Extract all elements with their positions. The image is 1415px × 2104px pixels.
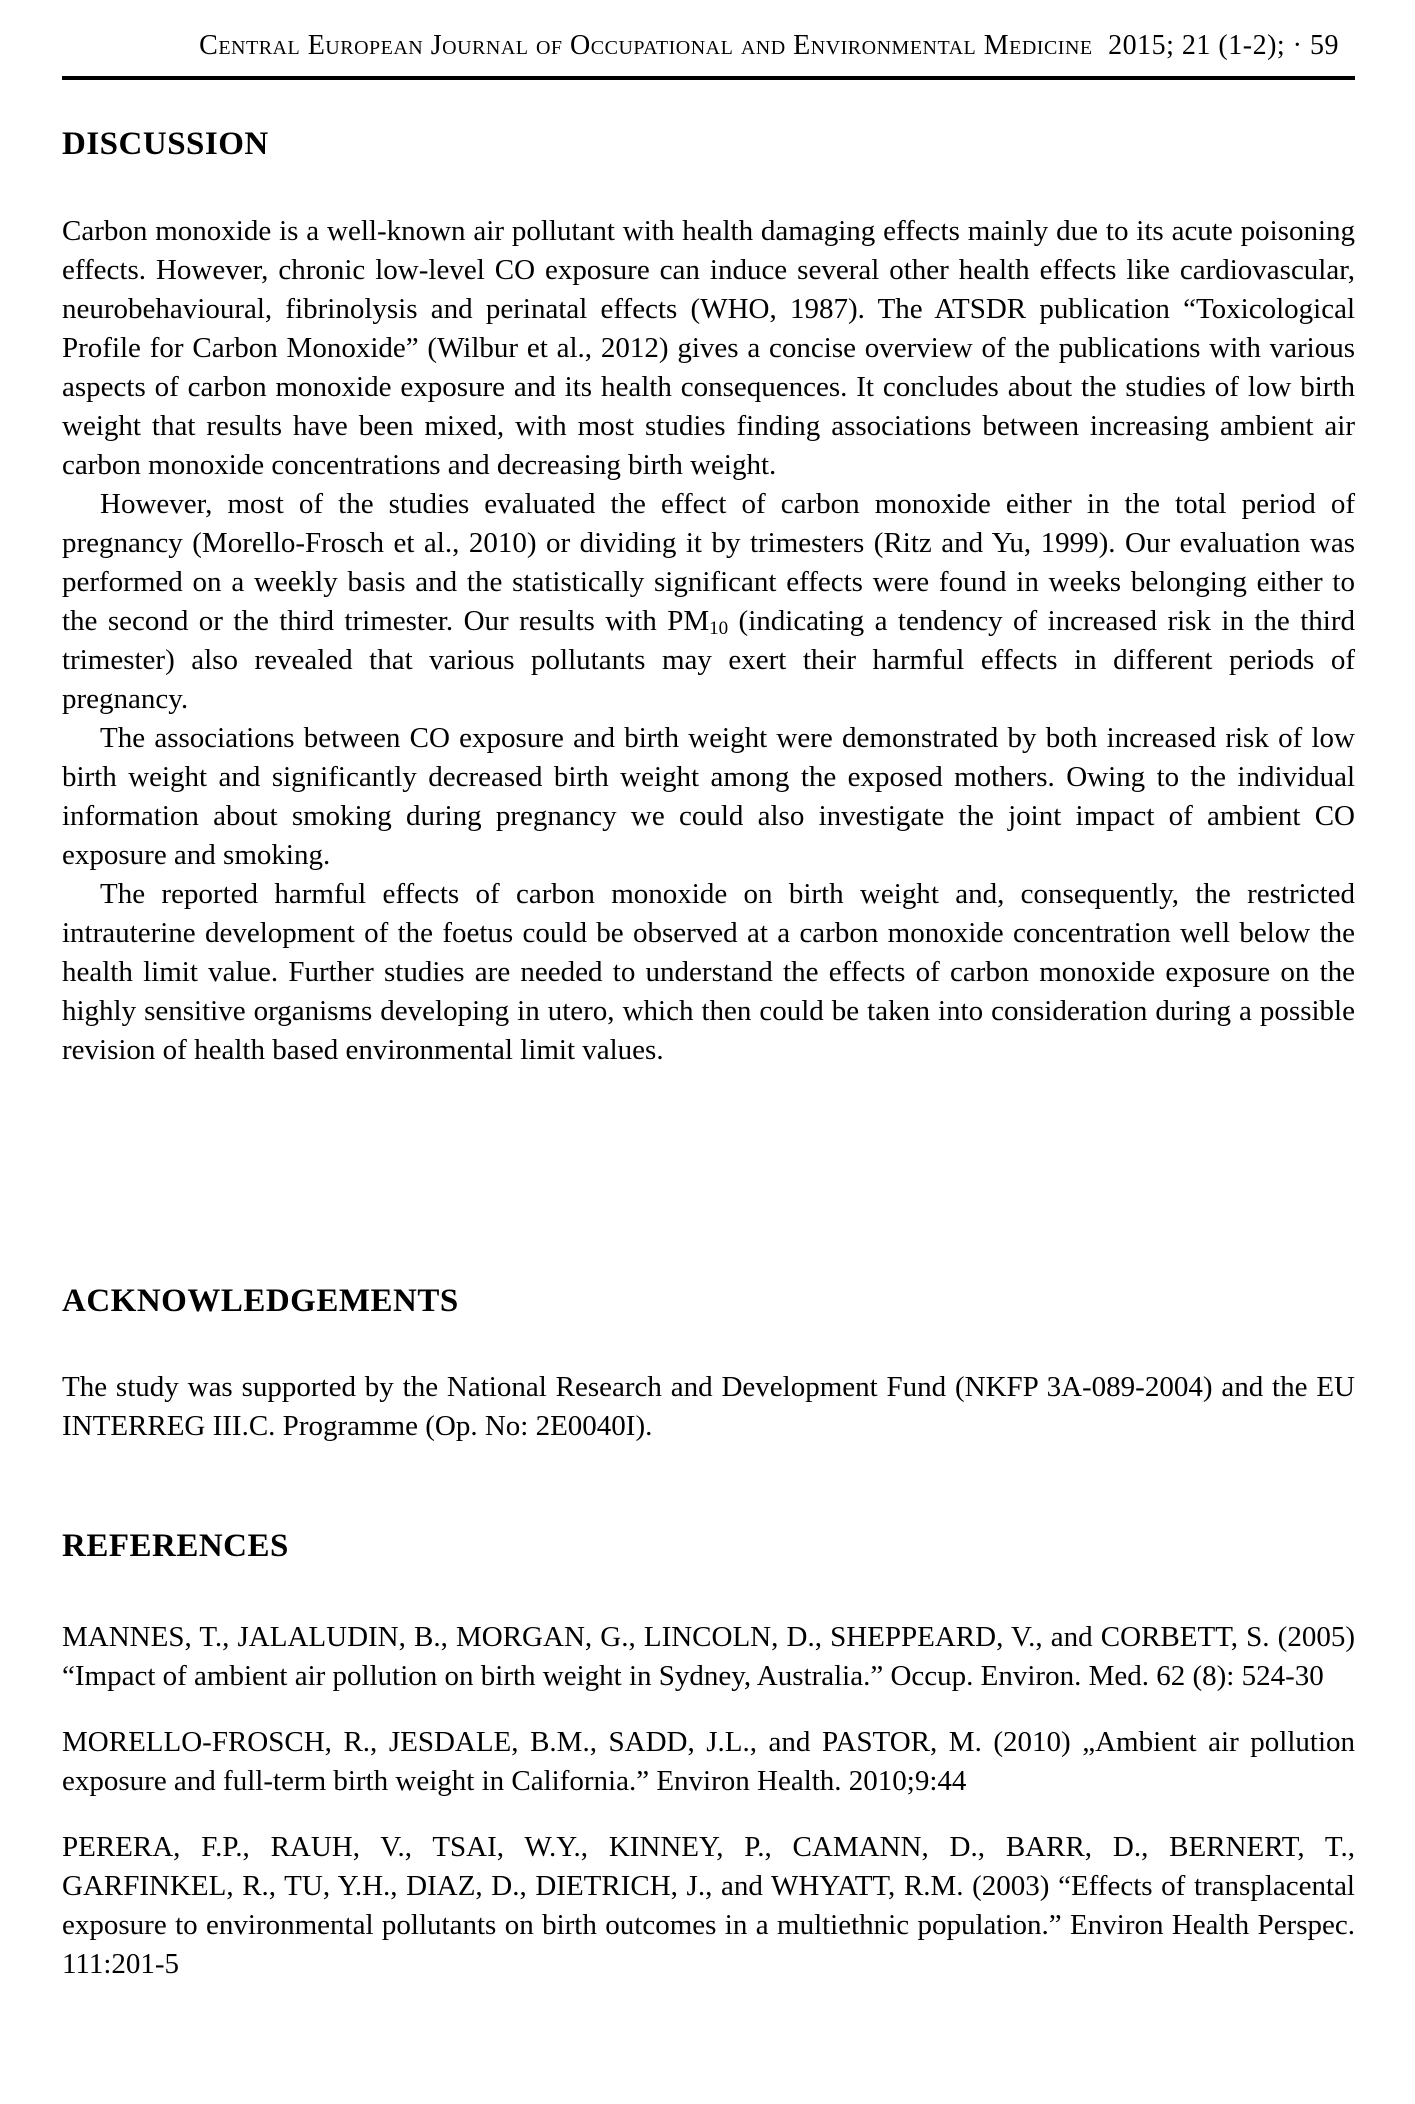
pm10-subscript: 10 [709, 618, 729, 640]
paragraph-2-text-before-subscript: However, most of the studies evaluated the effect of carbon monoxide either in the total period of pregnancy (Morello-Frosch et al., 2010) or dividing it by trimesters (Ritz and Yu, 1999). Our evaluation was performed on a weekly basis and the statistically significant effects were found in weeks belonging either to the second or the third trimester. Our results with PM [62, 488, 1355, 637]
acknowledgements-heading: ACKNOWLEDGEMENTS [62, 1283, 459, 1319]
reference-item: MORELLO-FROSCH, R., JESDALE, B.M., SADD, J.L., and PASTOR, M. (2010) „Ambient air pollution exposure and full-term birth weight in California.” Environ Health. 2010;9:44 [62, 1726, 1355, 1797]
acknowledgements-paragraph: The study was supported by the National Research and Development Fund (NKFP 3A-089-2004) and the EU INTERREG III.C. Programme (Op. No: 2E0040I). [62, 1371, 1355, 1442]
discussion-paragraph-3: The associations between CO exposure and birth weight were demonstrated by both increased risk of low birth weight and significantly decreased birth weight among the exposed mothers. Owing to the individual information about smoking during pregnancy we could also investigate the joint impact of ambient CO exposure and smoking. [62, 722, 1355, 871]
discussion-heading: DISCUSSION [62, 126, 269, 162]
page-header [62, 30, 1355, 62]
paragraph-2-text-after-subscript: (indicating a tendency of increased risk in the third trimester) also revealed that various pollutants may exert their harmful effects in different periods of pregnancy. [62, 605, 1355, 715]
discussion-paragraph-2 [62, 485, 1355, 719]
reference-item: PERERA, F.P., RAUH, V., TSAI, W.Y., KINNEY, P., CAMANN, D., BARR, D., BERNERT, T., GARFINKEL, R., TU, Y.H., DIAZ, D., DIETRICH, J., and WHYATT, R.M. (2003) “Effects of transplacental exposure to environmental pollutants on birth outcomes in a multiethnic population.” Environ Health Perspec. 111:201-5 [62, 1831, 1355, 1980]
discussion-body [62, 212, 1355, 1070]
discussion-paragraph-1: Carbon monoxide is a well-known air pollutant with health damaging effects mainly due to its acute poisoning effects. However, chronic low-level CO exposure can induce several other health effects like cardiovascular, neurobehavioural, fibrinolysis and perinatal effects (WHO, 1987). The ATSDR publication “Toxicological Profile for Carbon Monoxide” (Wilbur et al., 2012) gives a concise overview of the publications with various aspects of carbon monoxide exposure and its health consequences. It concludes about the studies of low birth weight that results have been mixed, with most studies finding associations between increasing ambient air carbon monoxide concentrations and decreasing birth weight. [62, 215, 1355, 481]
references-list [62, 1618, 1355, 2011]
journal-title: Central European Journal of Occupational and Environmental Medicine [199, 30, 1093, 61]
issue-page-info: 2015; 21 (1-2); · 59 [1108, 30, 1339, 61]
acknowledgements-body [62, 1368, 1355, 1446]
references-heading: REFERENCES [62, 1528, 289, 1564]
discussion-paragraph-4: The reported harmful effects of carbon monoxide on birth weight and, consequently, the restricted intrauterine development of the foetus could be observed at a carbon monoxide concentration well below the health limit value. Further studies are needed to understand the effects of carbon monoxide exposure on the highly sensitive organisms developing in utero, which then could be taken into consideration during a possible revision of health based environmental limit values. [62, 878, 1355, 1066]
reference-item: MANNES, T., JALALUDIN, B., MORGAN, G., LINCOLN, D., SHEPPEARD, V., and CORBETT, S. (2005) “Impact of ambient air pollution on birth weight in Sydney, Australia.” Occup. Environ. Med. 62 (8): 524-30 [62, 1621, 1355, 1692]
header-rule [62, 76, 1355, 80]
